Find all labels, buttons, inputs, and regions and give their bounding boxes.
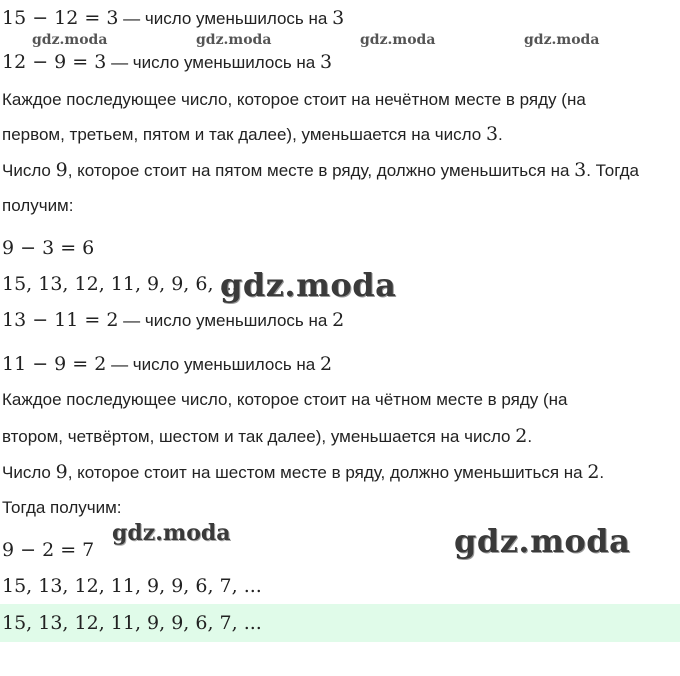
line-4: первом, третьем, пятом и так далее), уменьшается на число 3. xyxy=(2,123,503,145)
line-2: 12 − 9 = 3 — число уменьшилось на 3 xyxy=(2,51,333,73)
line-3: Каждое последующее число, которое стоит на нечётном месте в ряду (на xyxy=(2,90,586,109)
watermark: gdz.moda xyxy=(220,266,397,304)
line-12: втором, четвёртом, шестом и так далее), уменьшается на число 2. xyxy=(2,425,533,447)
watermark: gdz.moda xyxy=(32,32,108,48)
watermark: gdz.moda xyxy=(196,32,272,48)
line-13: Число 9, которое стоит на шестом месте в ряду, должно уменьшиться на 2. xyxy=(2,461,605,483)
line-5: Число 9, которое стоит на пятом месте в ряду, должно уменьшиться на 3. Тогда xyxy=(2,159,640,181)
line-9: 13 − 11 = 2 — число уменьшилось на 2 xyxy=(2,309,345,331)
watermark: gdz.moda xyxy=(360,32,436,48)
line-6: получим: xyxy=(2,196,74,215)
line-15: 9 − 2 = 7 xyxy=(2,539,95,561)
line-7: 9 − 3 = 6 xyxy=(2,237,95,259)
line-10: 11 − 9 = 2 — число уменьшилось на 2 xyxy=(2,353,333,375)
watermark: gdz.moda xyxy=(524,32,600,48)
line-16: 15, 13, 12, 11, 9, 9, 6, 7, ... xyxy=(2,575,262,597)
line-8: 15, 13, 12, 11, 9, 9, 6, ... xyxy=(2,273,238,295)
line-11: Каждое последующее число, которое стоит на чётном месте в ряду (на xyxy=(2,390,568,409)
watermark: gdz.moda xyxy=(454,522,631,560)
final-answer: 15, 13, 12, 11, 9, 9, 6, 7, ... xyxy=(2,612,262,634)
line-1: 15 − 12 = 3 — число уменьшилось на 3 xyxy=(2,7,345,29)
watermark: gdz.moda xyxy=(112,520,231,546)
line-14: Тогда получим: xyxy=(2,498,122,517)
